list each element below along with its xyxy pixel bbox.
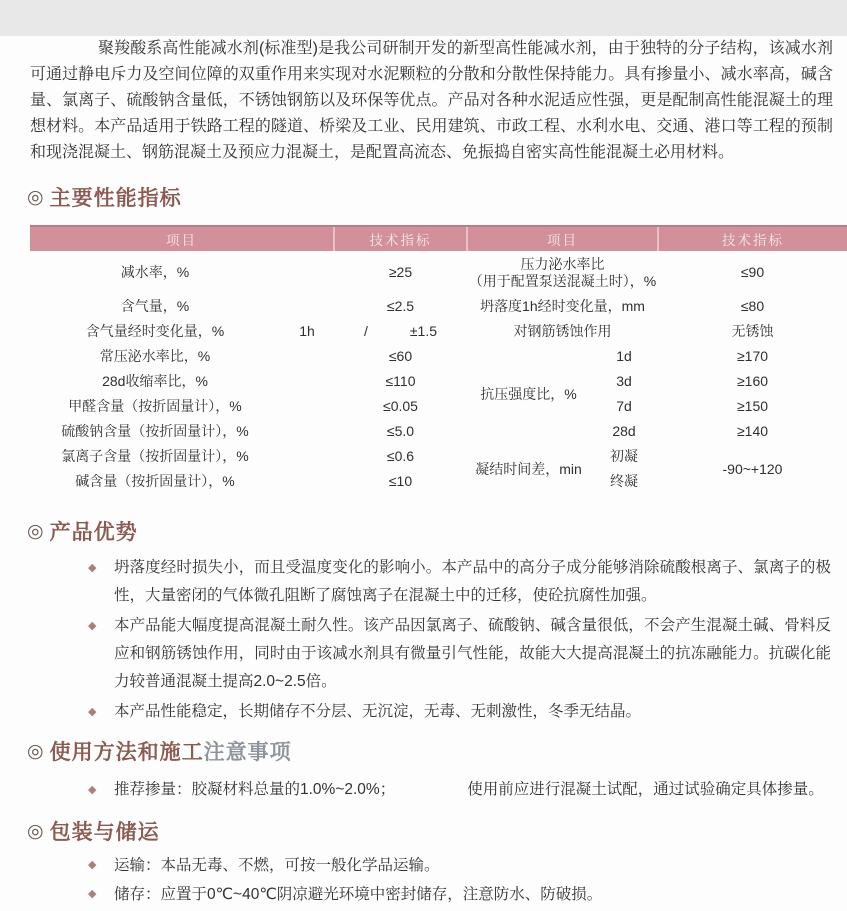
table-row <box>30 394 847 419</box>
section-marker-icon: ◎ <box>27 820 45 842</box>
value-cell: ≥140 <box>736 423 769 439</box>
section-marker-icon: ◎ <box>27 520 45 542</box>
col-header-spec-left: 技术指标 <box>334 226 467 251</box>
group-label-cell: 抗压强度比，% <box>480 385 577 402</box>
empty-cell <box>280 394 334 419</box>
diamond-bullet-icon: ◆ <box>88 620 97 632</box>
value-cell: ≤5.0 <box>386 423 415 439</box>
value-cell: ≥25 <box>388 264 413 280</box>
value-cell: ≤10 <box>388 473 413 489</box>
list-item <box>0 698 847 726</box>
value-cell: ≥160 <box>736 373 769 389</box>
item-cell: 甲醛含量（按折固量计），% <box>68 398 242 414</box>
value-cell: ≥150 <box>736 398 769 414</box>
item-cell: 硫酸钠含量（按折固量计），% <box>61 423 249 439</box>
age-cell: 28d <box>612 423 636 439</box>
sub-cell: 终凝 <box>610 473 638 489</box>
section-title: 产品优势 <box>49 521 138 544</box>
diamond-bullet-icon: ◆ <box>88 706 97 718</box>
value-part: / <box>363 323 368 339</box>
item-cell: 坍落度1h经时变化量，mm <box>480 298 645 314</box>
empty-cell <box>280 344 334 369</box>
performance-table <box>30 225 847 494</box>
empty-cell <box>280 419 334 444</box>
age-cell: 1d <box>616 348 632 364</box>
section-heading-performance <box>27 182 847 212</box>
spacer <box>395 776 467 804</box>
value-cell: ≤0.6 <box>386 448 415 464</box>
table-row <box>30 444 847 469</box>
packaging-list <box>0 852 847 908</box>
table-row <box>30 251 847 294</box>
empty-cell <box>280 294 334 319</box>
age-cell: 3d <box>616 373 632 389</box>
item-line2: （用于配置泵送混凝土时），% <box>468 272 657 289</box>
dosage-line <box>0 776 847 804</box>
value-cell: ≤60 <box>388 348 413 364</box>
diamond-bullet-icon: ◆ <box>88 888 97 900</box>
value-cell: ≤110 <box>385 373 416 389</box>
section-marker-icon: ◎ <box>27 186 45 208</box>
value-part: ±1.5 <box>409 323 438 339</box>
table-row <box>30 319 847 344</box>
item-cell: 含气量，% <box>120 298 190 314</box>
section-heading-advantages <box>27 516 847 546</box>
col-header-item-left: 项目 <box>30 226 334 251</box>
section-title: 主要性能指标 <box>49 187 182 210</box>
dosage-recommendation: 推荐掺量：胶凝材料总量的1.0%~2.0%； <box>114 781 396 798</box>
item-cell: 常压泌水率比，% <box>99 348 211 364</box>
sub-cell: 初凝 <box>610 448 638 464</box>
value-cell: ≥170 <box>736 348 769 364</box>
table-row <box>30 294 847 319</box>
section-heading-usage <box>27 736 847 766</box>
group-label-cell: 凝结时间差，min <box>475 460 582 477</box>
value-cell: ≤90 <box>740 264 765 280</box>
age-cell: 7d <box>616 398 632 414</box>
list-item <box>0 612 847 696</box>
section-title: 使用方法和施工 <box>49 741 204 764</box>
section-title-tail: 注意事项 <box>203 741 292 764</box>
empty-cell <box>280 251 334 294</box>
list-item-text: 本产品性能稳定，长期储存不分层、无沉淀，无毒、无刺激性，冬季无结晶。 <box>114 703 642 720</box>
value-cell: 无锈蚀 <box>731 323 774 339</box>
diamond-bullet-icon: ◆ <box>88 562 97 574</box>
table-header-row <box>30 226 847 251</box>
section-marker-icon: ◎ <box>27 740 45 762</box>
value-cell <box>334 319 467 344</box>
table-row <box>30 344 847 369</box>
product-datasheet-page <box>0 36 847 911</box>
intro-paragraph: 聚羧酸系高性能减水剂(标准型)是我公司研制开发的新型高性能减水剂，由于独特的分子结构，该减水剂可通过静电斥力及空间位障的双重作用来实现对水泥颗粒的分散和分散性保持能力。具有掺量小、减水率高，碱含量、氯离子、硫酸钠含量低，不锈蚀钢筋以及环保等优点。产品对各种水泥适应性强，更是配制高性能混凝土的理想材料。本产品适用于铁路工程的隧道、桥梁及工业、民用建筑、市政工程、水利水电、交通、港口等工程的预制和现浇混凝土、钢筋混凝土及预应力混凝土，是配置高流态、免振捣自密实高性能混凝土必用材料。 <box>30 40 833 161</box>
section-heading-packaging <box>27 816 847 846</box>
item-cell: 减水率，% <box>120 264 190 280</box>
diamond-bullet-icon: ◆ <box>88 784 97 796</box>
advantages-list <box>0 554 847 726</box>
list-item <box>0 852 847 879</box>
item-cell: 对钢筋锈蚀作用 <box>513 323 612 339</box>
dosage-text <box>114 776 831 804</box>
table-row <box>30 369 847 394</box>
item-cell: 氯离子含量（按折固量计），% <box>61 448 249 464</box>
item-cell: 碱含量（按折固量计），% <box>75 473 235 489</box>
item-cell: 含气量经时变化量，% <box>85 323 225 339</box>
dosage-note: 使用前应进行混凝土试配，通过试验确定具体掺量。 <box>467 781 824 798</box>
empty-cell <box>280 369 334 394</box>
sub-cell: 1h <box>299 323 315 339</box>
col-header-item-right: 项目 <box>467 226 658 251</box>
value-cell: -90~+120 <box>722 460 783 477</box>
item-cell: 28d收缩率比，% <box>102 373 208 389</box>
section-title: 包装与储运 <box>49 821 160 844</box>
list-item-text: 坍落度经时损失小，而且受温度变化的影响小。本产品中的高分子成分能够消除硫酸根离子、氯离子的极性，大量密闭的气体微孔阻断了腐蚀离子在混凝土中的迁移，使砼抗腐性加强。 <box>114 559 831 604</box>
list-item-text: 本产品能大幅度提高混凝土耐久性。该产品因氯离子、硫酸钠、碱含量很低，不会产生混凝土碱、骨料反应和钢筋锈蚀作用，同时由于该减水剂具有微量引气性能，故能大大提高混凝土的抗冻融能力。抗碳化能力较普通混凝土提高2.0~2.5倍。 <box>114 617 831 690</box>
value-cell: ≤80 <box>740 298 765 314</box>
diamond-bullet-icon: ◆ <box>88 859 97 871</box>
table-row <box>30 419 847 444</box>
col-header-spec-right: 技术指标 <box>658 226 847 251</box>
value-cell: ≤0.05 <box>383 398 418 414</box>
empty-cell <box>280 469 334 494</box>
item-line1: 压力泌水率比 <box>520 255 605 272</box>
empty-cell <box>280 444 334 469</box>
list-item <box>0 554 847 610</box>
item-cell <box>467 251 658 294</box>
list-item-text: 储存：应置于0℃~40℃阴凉避光环境中密封储存，注意防水、防破损。 <box>114 886 603 903</box>
list-item <box>0 881 847 908</box>
list-item-text: 运输：本品无毒、不燃，可按一般化学品运输。 <box>114 857 440 874</box>
value-cell: ≤2.5 <box>386 298 415 314</box>
